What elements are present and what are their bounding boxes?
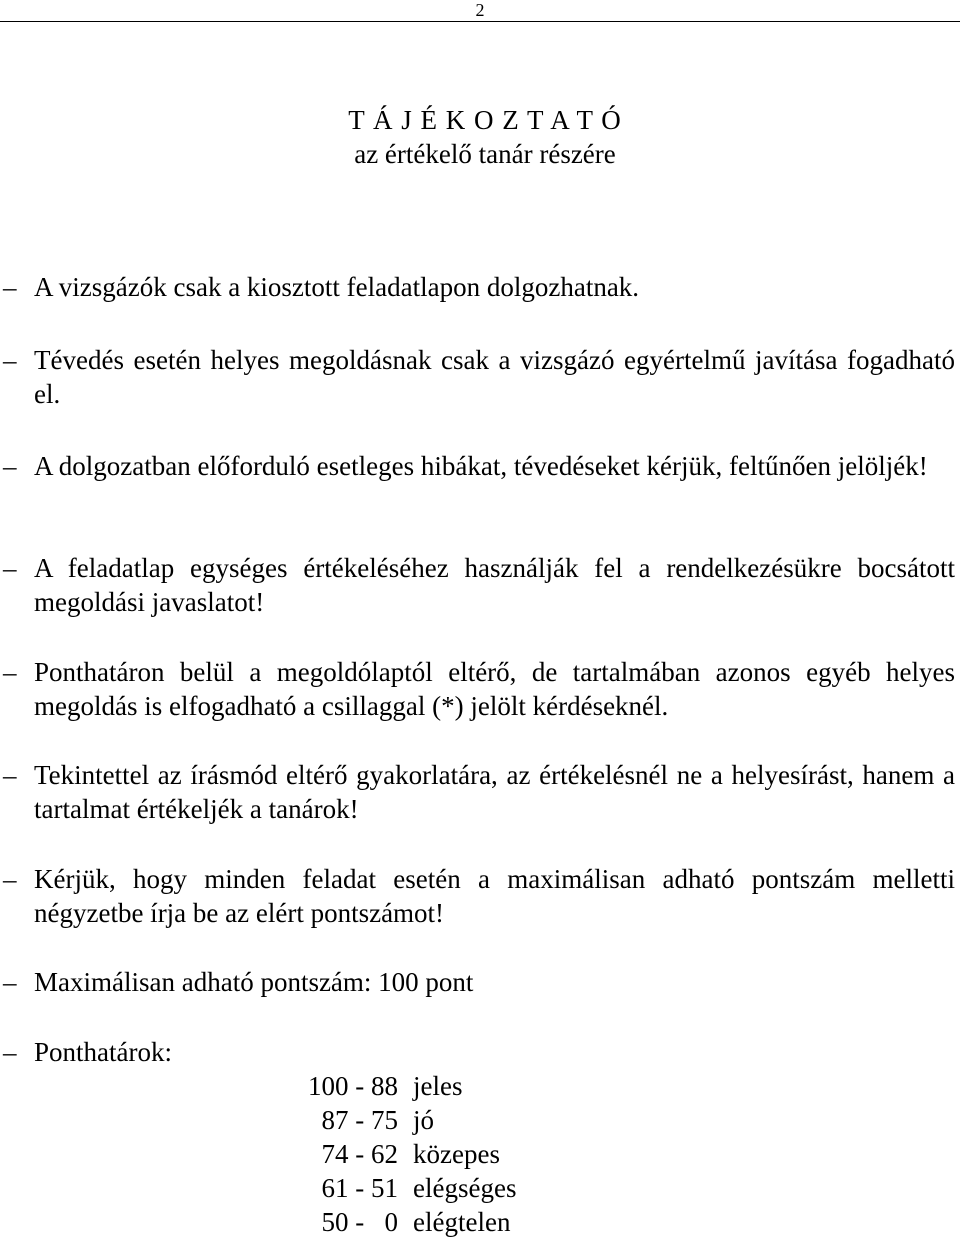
dash-bullet: – [3,451,17,481]
grade-name: jeles [413,1071,463,1101]
grade-name: jó [413,1105,435,1135]
dash-bullet: – [3,1037,17,1067]
list-item-text: A dolgozatban előforduló esetleges hibákat, tévedéseket kérjük, feltűnően jelöljék! [34,451,928,481]
dash-bullet: – [3,345,17,375]
list-item [0,758,955,826]
grade-range: 74 - 62 [321,1139,398,1169]
list-item-text: Maximálisan adható pontszám: 100 pont [34,967,474,997]
grade-row [0,1069,600,1103]
grade-range: 61 - 51 [321,1173,398,1203]
dash-bullet: – [3,760,17,790]
list-item-text: Kérjük, hogy minden feladat esetén a maximálisan adható pontszám melletti négyzetbe írja be az elért pontszámot! [34,864,955,928]
list-item [0,343,955,411]
page-subtitle: az értékelő tanár részére [354,139,616,169]
list-item-text: Tekintettel az írásmód eltérő gyakorlatára, az értékelésnél ne a helyesírást, hanem a tartalmat értékeljék a tanárok! [34,760,955,824]
list-item [0,270,955,304]
list-item-text: Tévedés esetén helyes megoldásnak csak a vizsgázó egyértelmű javítása fogadható el. [34,345,955,409]
page-title: T Á J É K O Z T A T Ó [348,105,622,135]
list-item [0,1035,955,1069]
header-rule [0,21,960,22]
dash-bullet: – [3,272,17,302]
grade-row [0,1171,600,1205]
list-item-text: A vizsgázók csak a kiosztott feladatlapon dolgozhatnak. [34,272,640,302]
list-item-text: A feladatlap egységes értékeléséhez használják fel a rendelkezésükre bocsátott megoldási javaslatot! [34,553,955,617]
list-item [0,655,955,723]
dash-bullet: – [3,553,17,583]
list-item-text: Ponthatárok: [34,1037,172,1067]
grade-name: közepes [413,1139,500,1169]
grade-name: elégséges [413,1173,517,1203]
grade-row [0,1205,600,1239]
list-item [0,862,955,930]
grade-row [0,1137,600,1171]
list-item-text: Ponthatáron belül a megoldólaptól eltérő, de tartalmában azonos egyéb helyes megoldás is elfogadható a csillaggal (*) jelölt kérdéseknél. [34,657,955,721]
list-item [0,449,955,483]
list-item [0,551,955,619]
grade-name: elégtelen [413,1207,511,1237]
grade-range: 100 - 88 [308,1071,398,1101]
grade-range: 50 - 0 [321,1207,398,1237]
dash-bullet: – [3,864,17,894]
list-item [0,965,955,999]
grade-row [0,1103,600,1137]
dash-bullet: – [3,657,17,687]
dash-bullet: – [3,967,17,997]
page-number: 2 [475,0,485,20]
grade-range: 87 - 75 [321,1105,398,1135]
